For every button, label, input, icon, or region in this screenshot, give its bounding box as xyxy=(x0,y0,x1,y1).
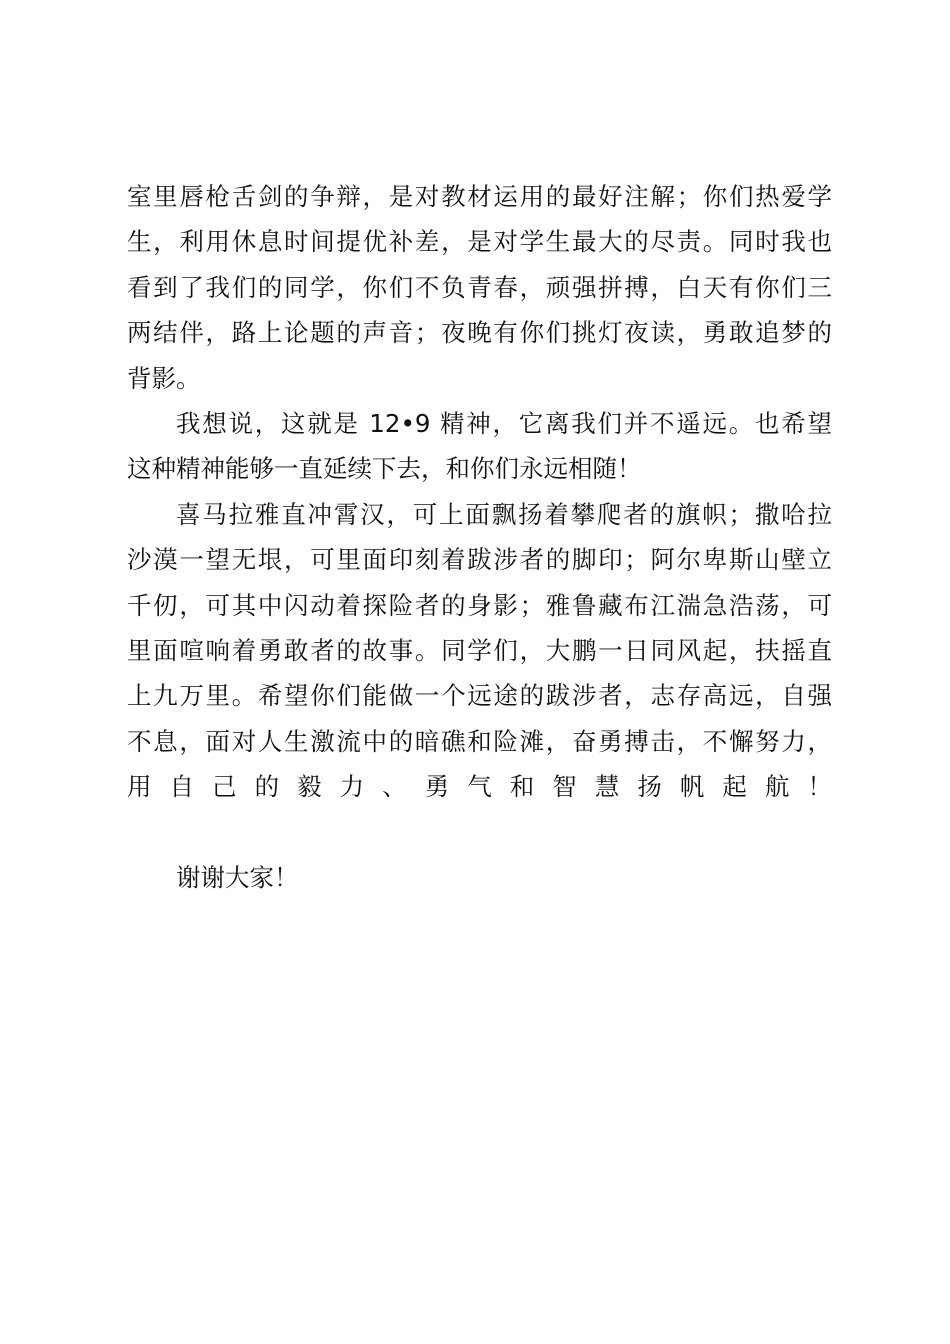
text-line: 沙漠一望无垠，可里面印刻着跋涉者的脚印；阿尔卑斯山壁立 xyxy=(127,545,832,575)
text-line xyxy=(127,809,832,854)
text-line: 上九万里。希望你们能做一个远途的跋涉者，志存高远，自强 xyxy=(127,681,832,711)
text-line: 室里唇枪舌剑的争辩，是对教材运用的最好注解；你们热爱学 xyxy=(127,182,832,211)
paragraph-2 xyxy=(127,401,832,492)
paragraph-1 xyxy=(127,174,832,401)
text-line: 千仞，可其中闪动着探险者的身影；雅鲁藏布江湍急浩荡，可 xyxy=(127,590,832,620)
document-body xyxy=(127,174,832,900)
text-line: 用自己的毅力、勇气和智慧扬帆起航！ xyxy=(127,772,832,802)
text-line: 生，利用休息时间提优补差，是对学生最大的尽责。同时我也 xyxy=(127,227,832,257)
text-line: 我想说，这就是 12•9 精神，它离我们并不遥远。也希望 xyxy=(176,408,832,438)
text-line: 不息，面对人生激流中的暗礁和险滩，奋勇搏击，不懈努力， xyxy=(127,726,832,756)
closing-line: 谢谢大家！ xyxy=(176,862,299,892)
text-line: 背影。 xyxy=(127,363,201,393)
paragraph-4 xyxy=(127,855,832,900)
text-line: 喜马拉雅直冲霄汉，可上面飘扬着攀爬者的旗帜；撒哈拉 xyxy=(176,499,832,529)
text-line: 看到了我们的同学，你们不负青春，顽强拼搏，白天有你们三 xyxy=(127,272,832,302)
text-line: 里面喧响着勇敢者的故事。同学们，大鹏一日同风起，扶摇直 xyxy=(127,635,832,665)
paragraph-3 xyxy=(127,492,832,855)
text-line: 两结伴，路上论题的声音；夜晚有你们挑灯夜读，勇敢追梦的 xyxy=(127,318,832,348)
text-line: 这种精神能够一直延续下去，和你们永远相随！ xyxy=(127,454,642,484)
